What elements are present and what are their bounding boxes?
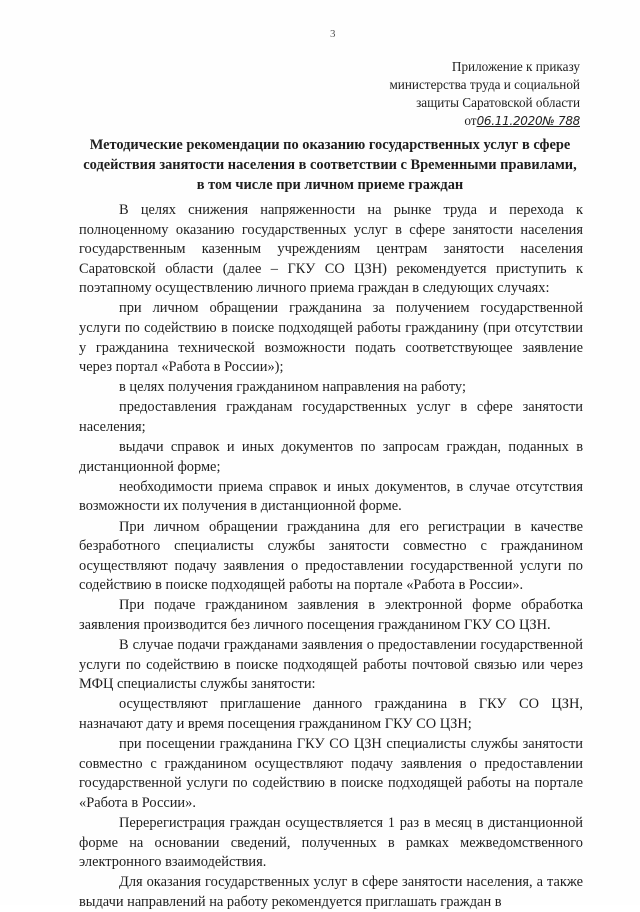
paragraph: Перерегистрация граждан осуществляется 1 раз в месяц в дистанционной форме на основании сведений, полученных в рамках межведомственного электронного взаимодействия.	[79, 814, 583, 871]
paragraph: В случае подачи гражданами заявления о предоставлении государственной услуги по содействию в поиске подходящей работы почтовой связью или через МФЦ специалисты службы занятости:	[79, 637, 583, 693]
paragraph: осуществляют приглашение данного гражданина в ГКУ СО ЦЗН, назначают дату и время посещения гражданином ГКУ СО ЦЗН;	[79, 696, 583, 732]
paragraph: В целях снижения напряженности на рынке труда и перехода к полноценному оказанию государственных услуг в сфере занятости населения государственным казенным учреждениям центрам занятости населения Саратовской области (далее – ГКУ СО ЦЗН) рекомендуется приступить к поэтапному осуществлению личного приема граждан в следующих случаях:	[79, 202, 583, 297]
appendix-header	[340, 58, 580, 130]
paragraph: при личном обращении гражданина за получением государственной услуги по содействию в поиске подходящей работы гражданину (при отсутствии у гражданина технической возможности подать соответствующее заявление через портал «Работа в России»);	[79, 300, 583, 376]
document-body	[79, 201, 583, 912]
paragraph: Для оказания государственных услуг в сфере занятости населения, а также выдачи направлений на работу рекомендуется приглашать граждан в	[79, 874, 583, 910]
paragraph: необходимости приема справок и иных документов, в случае отсутствия возможности их получения в дистанционной форме.	[79, 478, 583, 515]
appendix-line-2: министерства труда и социальной	[389, 77, 580, 92]
paragraph: выдачи справок и иных документов по запросам граждан, поданных в дистанционной форме;	[79, 439, 583, 475]
paragraph: в целях получения гражданином направления на работу;	[119, 379, 466, 396]
handwritten-date-number: 06.11.2020№ 788	[476, 114, 580, 128]
paragraph: При личном обращении гражданина для его регистрации в качестве безработного специалисты службы занятости совместно с гражданином осуществляют подачу заявления о предоставлении государственной услуги по содействию в поиске подходящей работы на портале «Работа в России».	[79, 518, 583, 594]
paragraph: При подаче гражданином заявления в электронной форме обработка заявления производится без личного посещения гражданином ГКУ СО ЦЗН.	[79, 597, 583, 633]
page-number: 3	[330, 28, 336, 40]
document-title: Методические рекомендации по оказанию государственных услуг в сфере содействия занятости населения в соответствии с Временными правилами, в том числе при личном приеме граждан	[83, 137, 577, 193]
date-prefix: от	[464, 113, 477, 128]
appendix-line-3: защиты Саратовской области	[416, 95, 580, 110]
paragraph: предоставления гражданам государственных услуг в сфере занятости населения;	[79, 399, 583, 436]
appendix-line-1: Приложение к приказу	[451, 59, 580, 74]
appendix-date-line	[340, 112, 580, 130]
paragraph: при посещении гражданина ГКУ СО ЦЗН специалисты службы занятости совместно с гражданином осуществляют подачу заявления о предоставлении государственной услуги по содействию в поиске подходящей работы на портале «Работа в России».	[79, 736, 583, 811]
